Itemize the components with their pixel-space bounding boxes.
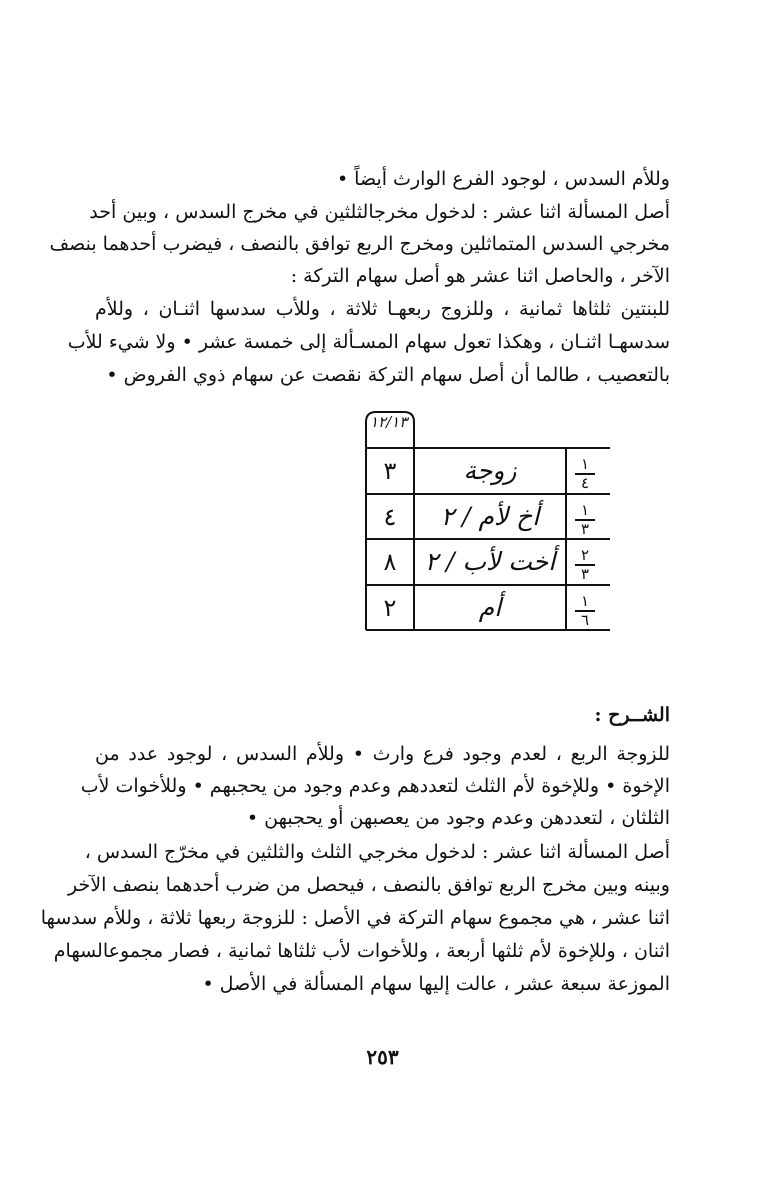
share-fraction <box>572 457 598 491</box>
text-line: بالتعصيب ، طالما أن أصل سهام التركة نقصت عن سهام ذوي الفروض • <box>106 364 670 386</box>
text-line: الثلثان ، لتعددهن وعدم وجود من يعصبهن أو يحجبهن • <box>246 807 670 829</box>
text-line: وللأم السدس ، لوجود الفرع الوارث أيضاً • <box>336 168 670 190</box>
shares-cell: ٢ <box>383 594 397 622</box>
text-line: للزوجة الربع ، لعدم وجود فرع وارث • وللأم السدس ، لوجود عدد من <box>95 743 670 765</box>
heir-cell: زوجة <box>463 456 517 485</box>
fraction-denominator: ٤ <box>580 474 590 492</box>
text-line: أصل المسألة اثنا عشر : لدخول مخرجالثلثين في مخرج السدس ، وبين أحد <box>89 201 670 223</box>
share-fraction <box>572 548 598 582</box>
total-shares-mark: ١٢/١٣ <box>370 413 408 431</box>
shares-cell: ٤ <box>383 503 397 531</box>
text-line: أصل المسألة اثنا عشر : لدخول مخرجي الثلث والثلثين في مخرّج السدس ، <box>84 841 670 863</box>
fraction-numerator: ١ <box>580 592 590 610</box>
heir-cell: أخت لأب / ٢ <box>424 547 556 576</box>
inheritance-table <box>362 408 614 632</box>
text-line: الإخوة • وللإخوة لأم الثلث لتعددهم وعدم وجود من يحجبهم • وللأخوات لأب <box>80 775 670 797</box>
share-fraction <box>572 503 598 537</box>
shares-cell: ٨ <box>383 548 397 576</box>
heir-cell: أم <box>478 593 502 622</box>
share-fraction <box>572 594 598 628</box>
text-line: وبينه وبين مخرج الربع توافق بالنصف ، فيحصل من ضرب أحدهما بنصف الآخر <box>68 874 670 896</box>
text-line: اثنان ، وللإخوة لأم ثلثها أربعة ، وللأخوات لأب ثلثاها ثمانية ، فصار مجموعالسهام <box>53 940 670 962</box>
text-line: اثنا عشر ، هي مجموع سهام التركة في الأصل : للزوجة ربعها ثلاثة ، وللأم سدسها <box>40 907 670 929</box>
text-line: سدسهـا اثنـان ، وهكذا تعول سهام المسـألة إلى خمسة عشر • ولا شيء للأب <box>67 331 670 353</box>
heir-cell: أخ لأم / ٢ <box>440 502 540 531</box>
fraction-denominator: ٣ <box>580 520 590 538</box>
page-number: ٢٥٣ <box>366 1045 399 1069</box>
fraction-denominator: ٦ <box>580 611 590 629</box>
fraction-numerator: ١ <box>580 501 590 519</box>
fraction-denominator: ٣ <box>580 565 590 583</box>
section-heading: الشــرح : <box>594 704 670 726</box>
fraction-numerator: ٢ <box>580 546 590 564</box>
fraction-numerator: ١ <box>580 455 590 473</box>
text-line: الآخر ، والحاصل اثنا عشر هو أصل سهام التركة : <box>290 265 670 287</box>
shares-cell: ٣ <box>383 457 397 485</box>
text-line: للبنتين ثلثاها ثمانية ، وللزوج ربعهـا ثلاثة ، وللأب سدسها اثنـان ، وللأم <box>95 298 670 320</box>
text-line: مخرجي السدس المتماثلين ومخرج الربع توافق بالنصف ، فيضرب أحدهما بنصف <box>49 233 670 255</box>
text-line: الموزعة سبعة عشر ، عالت إليها سهام المسألة في الأصل • <box>202 973 670 995</box>
